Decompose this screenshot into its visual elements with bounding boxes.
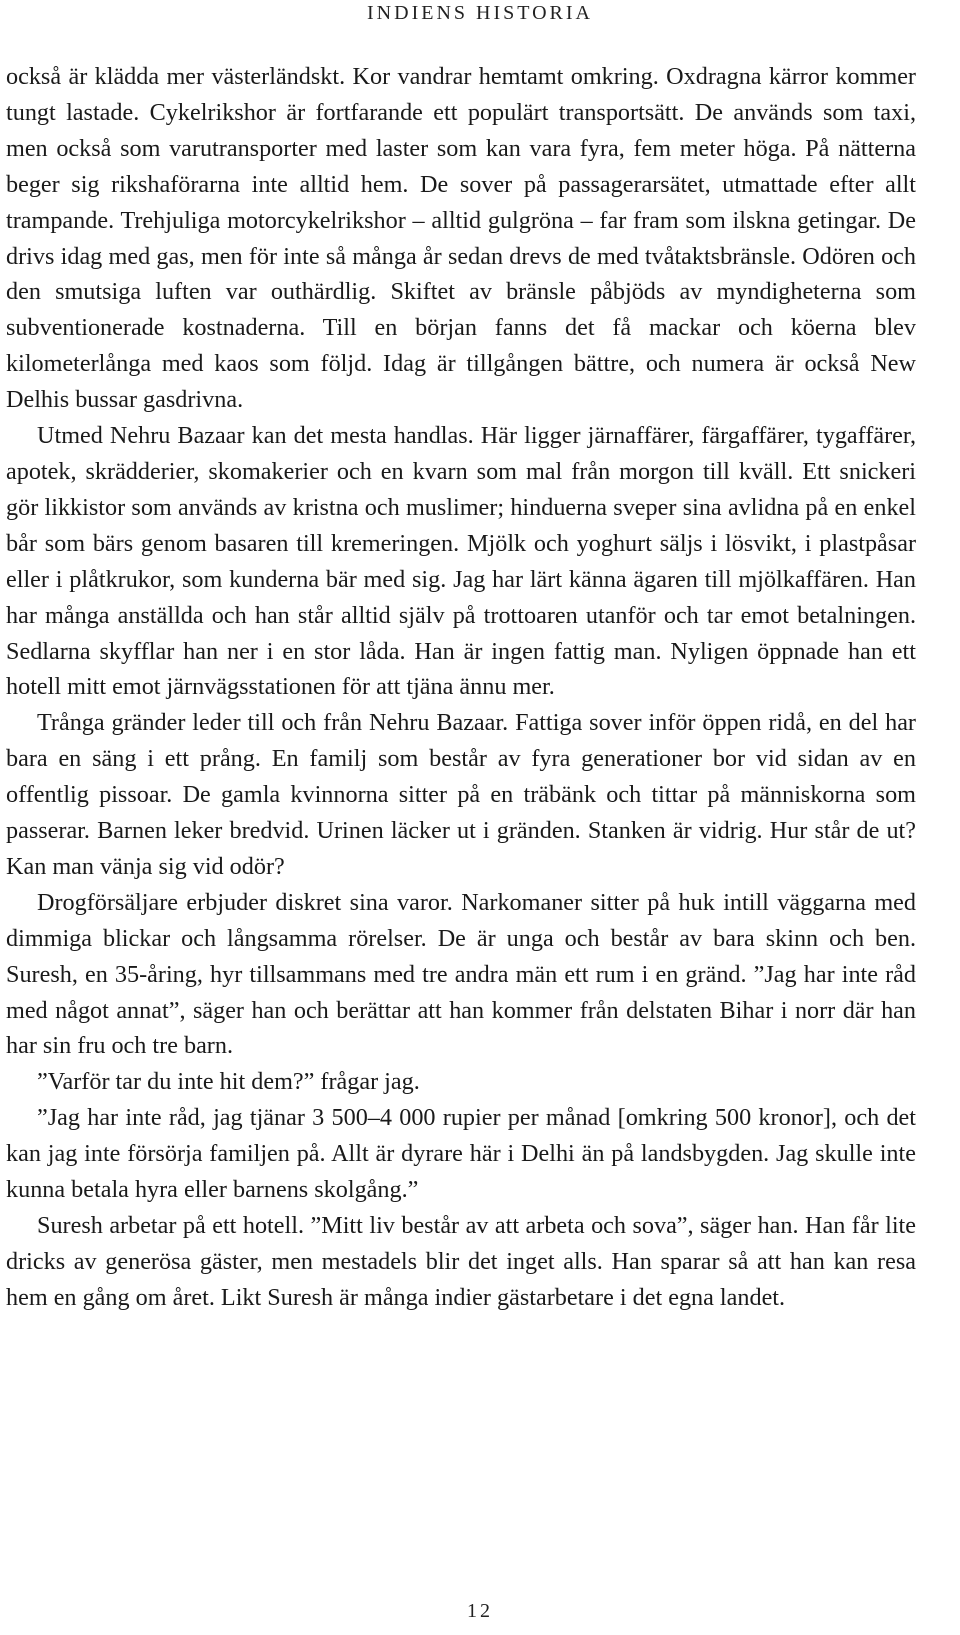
paragraph-6: ”Jag har inte råd, jag tjänar 3 500–4 000 rupier per månad [omkring 500 kronor], och det kan jag inte försörja familjen på. Allt är dyrare här i Delhi än på landsbygden. Jag skulle inte kunna betala hyra eller barnens skolgång.” [6,1104,916,1204]
page-body [6,59,916,1316]
paragraph-4: Drogförsäljare erbjuder diskret sina varor. Narkomaner sitter på huk intill väggarna med dimmiga blickar och långsamma rörelser. De är unga och består av bara skinn och ben. Suresh, en 35-åring, hyr tillsammans med tre andra män ett rum i en gränd. ”Jag har inte råd med något annat”, säger han och berättar att han kommer från delstaten Bihar i norr där han har sin fru och tre barn. [6,888,916,1060]
paragraph-2: Utmed Nehru Bazaar kan det mesta handlas. Här ligger järnaffärer, färgaffärer, tygaffärer, apotek, skrädderier, skomakerier och en kvarn som mal från morgon till kväll. Ett snickeri gör likkistor som används av kristna och muslimer; hinduerna sveper sina avlidna på en enkel bår som bärs genom basaren till kremeringen. Mjölk och yoghurt säljs i lösvikt, i plastpåsar eller i plåtkrukor, som kunderna bär med sig. Jag har lärt känna ägaren till mjölkaffären. Han har många anställda och han står alltid själv på trottoaren utanför och tar emot betalningen. Sedlarna skyfflar han ner i en stor låda. Han är ingen fattig man. Nyligen öppnade han ett hotell mitt emot järnvägsstationen för att tjäna ännu mer. [6,422,916,701]
paragraph-1: också är klädda mer västerländskt. Kor vandrar hemtamt omkring. Oxdragna kärror kommer tungt lastade. Cykelrikshor är fortfarande ett populärt transportsätt. De används som taxi, men också som varutransporter med laster som kan vara fyra, fem meter höga. På nätterna beger sig rikshaförarna inte alltid hem. De sover på passagerarsätet, utmattade efter allt trampande. Trehjuliga motorcykelrikshor – alltid gulgröna – far fram som ilskna getingar. De drivs idag med gas, men för inte så många år sedan drevs de med tvåtaktsbränsle. Odören och den smutsiga luften var outhärdlig. Skiftet av bränsle påbjöds av myndigheterna som subventionerade kostnaderna. Till en början fanns det få mackar och köerna blev kilometerlånga med kaos som följd. Idag är tillgången bättre, och numera är också New Delhis bussar gasdrivna. [6,63,916,414]
running-head: INDIENS HISTORIA [367,2,593,24]
page-number: 12 [467,1600,493,1622]
paragraph-3: Trånga gränder leder till och från Nehru Bazaar. Fattiga sover inför öppen ridå, en del har bara en säng i ett prång. En familj som består av fyra generationer bor vid sidan av en offentlig pissoar. De gamla kvinnorna sitter på en träbänk och tittar på människorna som passerar. Barnen leker bredvid. Urinen läcker ut i gränden. Stanken är vidrig. Hur står de ut? Kan man vänja sig vid odör? [6,709,916,880]
paragraph-7: Suresh arbetar på ett hotell. ”Mitt liv består av att arbeta och sova”, säger han. Han får lite dricks av generösa gäster, men mestadels blir det inget alls. Han sparar så att han kan resa hem en gång om året. Likt Suresh är många indier gästarbetare i det egna landet. [6,1212,916,1311]
paragraph-5: ”Varför tar du inte hit dem?” frågar jag. [37,1068,420,1096]
